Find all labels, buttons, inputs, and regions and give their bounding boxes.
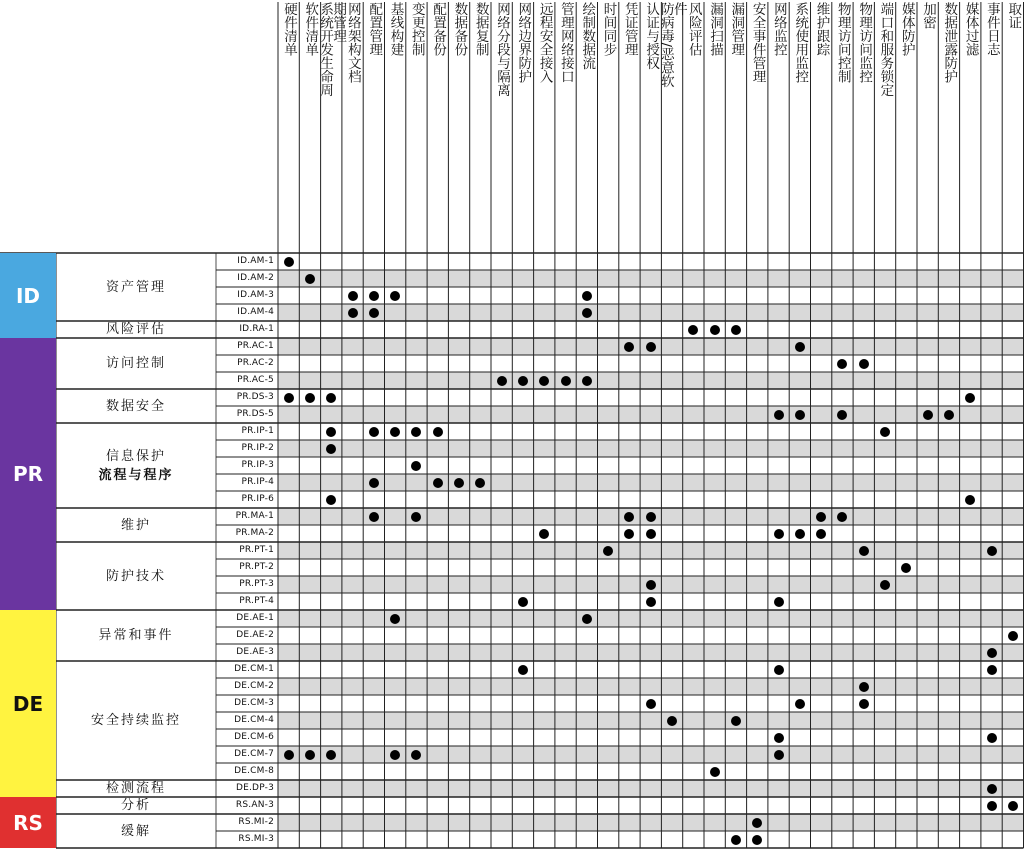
column-header xyxy=(896,2,917,252)
column-header xyxy=(342,2,363,252)
category-label xyxy=(56,253,216,321)
category-label-line: 安全持续监控 xyxy=(90,713,181,728)
mapping-dot xyxy=(624,342,634,352)
mapping-dot xyxy=(752,835,762,845)
column-header-text: 凭证管理 xyxy=(621,2,638,56)
subcategory-id: ID.RA-1 xyxy=(239,324,274,334)
mapping-dot xyxy=(582,376,592,386)
category-label xyxy=(56,542,216,610)
mapping-dot xyxy=(837,359,847,369)
category-label xyxy=(56,321,216,338)
column-header xyxy=(278,2,299,252)
subcategory-id: PR.PT-1 xyxy=(239,545,274,555)
mapping-dot xyxy=(369,427,379,437)
mapping-dot xyxy=(987,801,997,811)
column-header xyxy=(470,2,491,252)
mapping-dot xyxy=(646,529,656,539)
category-label-line: 资产管理 xyxy=(105,279,166,295)
column-header-text: 网络边界防护 xyxy=(515,2,532,83)
mapping-dot xyxy=(965,495,975,505)
category-label xyxy=(56,780,216,797)
mapping-dot xyxy=(710,325,720,335)
subcategory-id: PR.PT-2 xyxy=(239,562,274,572)
column-header-text: 硬件清单 xyxy=(281,2,297,56)
category-label xyxy=(56,610,216,661)
mapping-dot xyxy=(369,308,379,318)
mapping-dot xyxy=(390,291,400,301)
subcategory-id: RS.MI-3 xyxy=(238,834,274,844)
mapping-dot xyxy=(646,597,656,607)
column-header-text: 媒体防护 xyxy=(898,2,915,56)
mapping-dot xyxy=(411,750,421,760)
subcategory-id: ID.AM-3 xyxy=(237,290,274,300)
row-shade xyxy=(278,474,1024,491)
category-label xyxy=(56,508,216,542)
row-shade xyxy=(278,440,1024,457)
category-label-line: 访问控制 xyxy=(105,356,166,371)
subcategory-id: PR.IP-4 xyxy=(241,477,274,487)
subcategory-id: DE.AE-1 xyxy=(236,613,274,623)
mapping-dot xyxy=(411,427,421,437)
column-header-text: 配置管理 xyxy=(366,2,383,56)
mapping-dot xyxy=(774,597,784,607)
mapping-dot xyxy=(582,308,592,318)
row-shade xyxy=(278,780,1024,797)
column-header-text: 系统开发生命周 xyxy=(317,2,334,97)
mapping-dot xyxy=(774,529,784,539)
column-header-text: 认证与授权 xyxy=(643,2,660,70)
column-header-text: 物理访问控制 xyxy=(834,2,851,83)
subcategory-id: PR.PT-3 xyxy=(239,579,274,589)
column-header-text: 期管理 xyxy=(330,2,347,43)
mapping-dot xyxy=(667,716,677,726)
column-header xyxy=(853,2,874,252)
column-header-text: 网络分段与隔离 xyxy=(494,2,510,97)
mapping-dot xyxy=(433,427,443,437)
category-label-line: 分析 xyxy=(120,798,151,813)
column-header xyxy=(917,2,938,252)
mapping-dot xyxy=(348,308,358,318)
column-header xyxy=(619,2,640,252)
mapping-dot xyxy=(561,376,571,386)
subcategory-id: DE.AE-3 xyxy=(236,647,274,657)
row-shade xyxy=(278,678,1024,695)
mapping-dot xyxy=(901,563,911,573)
mapping-dot xyxy=(624,512,634,522)
column-header-text: 风险评估 xyxy=(685,2,702,56)
mapping-dot xyxy=(433,478,443,488)
mapping-dot xyxy=(582,291,592,301)
column-header-text: 物理访问监控 xyxy=(856,2,873,83)
category-label xyxy=(56,389,216,423)
mapping-dot xyxy=(859,546,869,556)
column-header-text: 管理网络接口 xyxy=(557,2,574,83)
mapping-dot xyxy=(390,427,400,437)
row-shade xyxy=(278,406,1024,423)
mapping-dot xyxy=(795,410,805,420)
mapping-dot xyxy=(284,750,294,760)
mapping-dot xyxy=(539,376,549,386)
mapping-dot xyxy=(305,393,315,403)
category-label xyxy=(56,797,216,814)
mapping-dot xyxy=(987,546,997,556)
column-header-text: 网络监控 xyxy=(770,2,787,56)
mapping-dot xyxy=(816,529,826,539)
mapping-dot xyxy=(710,767,720,777)
mapping-dot xyxy=(348,291,358,301)
function-band-id: ID xyxy=(0,253,56,338)
mapping-dot xyxy=(859,699,869,709)
mapping-dot xyxy=(688,325,698,335)
mapping-dot xyxy=(646,580,656,590)
column-header xyxy=(363,2,384,252)
column-header-text: 维护跟踪 xyxy=(813,2,830,56)
mapping-dot xyxy=(731,835,741,845)
column-header-text: 漏洞扫描 xyxy=(707,2,723,56)
mapping-dot xyxy=(816,512,826,522)
mapping-dot xyxy=(646,699,656,709)
mapping-dot xyxy=(454,478,464,488)
column-header-text: 漏洞管理 xyxy=(728,2,745,56)
column-header-text: 防病毒/恶意软 xyxy=(657,2,674,88)
mapping-dot xyxy=(518,665,528,675)
column-header xyxy=(555,2,576,252)
subcategory-id: DE.CM-3 xyxy=(234,698,274,708)
column-header-text: 网络架构文档 xyxy=(344,2,361,83)
row-shade xyxy=(278,372,1024,389)
column-header xyxy=(491,2,512,252)
subcategory-id: ID.AM-2 xyxy=(237,273,274,283)
mapping-dot xyxy=(369,291,379,301)
mapping-dot xyxy=(837,410,847,420)
function-band-pr: PR xyxy=(0,338,56,610)
column-header xyxy=(406,2,427,252)
mapping-dot xyxy=(944,410,954,420)
mapping-dot xyxy=(369,512,379,522)
column-header-text: 数据复制 xyxy=(472,2,489,56)
subcategory-id: PR.PT-4 xyxy=(239,596,274,606)
column-header-text: 系统使用监控 xyxy=(792,2,809,83)
mapping-dot xyxy=(795,699,805,709)
mapping-dot xyxy=(518,376,528,386)
column-header-text: 远程安全接入 xyxy=(536,2,553,83)
mapping-dot xyxy=(795,342,805,352)
subcategory-id: DE.CM-8 xyxy=(234,766,274,776)
category-label xyxy=(56,423,216,508)
mapping-dot xyxy=(326,750,336,760)
mapping-dot xyxy=(326,393,336,403)
mapping-dot xyxy=(582,614,592,624)
category-label-line: 数据安全 xyxy=(105,398,166,414)
column-header-text: 事件日志 xyxy=(983,2,1000,56)
mapping-dot xyxy=(987,665,997,675)
mapping-dot xyxy=(1008,631,1018,641)
mapping-dot xyxy=(390,614,400,624)
column-header-text: 数据备份 xyxy=(451,2,468,56)
subcategory-id: ID.AM-1 xyxy=(237,256,274,266)
column-header xyxy=(768,2,789,252)
subcategory-id: PR.MA-1 xyxy=(235,511,274,521)
mapping-dot xyxy=(987,733,997,743)
function-band-de: DE xyxy=(0,610,56,797)
mapping-dot xyxy=(774,733,784,743)
mapping-dot xyxy=(305,750,315,760)
category-label-line: 维护 xyxy=(120,517,151,533)
mapping-dot xyxy=(859,359,869,369)
row-shade xyxy=(278,542,1024,559)
mapping-dot xyxy=(624,529,634,539)
subcategory-id: DE.CM-2 xyxy=(234,681,274,691)
category-label-line: 信息保护 xyxy=(105,448,166,464)
mapping-dot xyxy=(859,682,869,692)
column-header xyxy=(512,2,533,252)
column-header-text: 软件清单 xyxy=(302,2,319,56)
mapping-dot xyxy=(326,444,336,454)
mapping-dot xyxy=(752,818,762,828)
subcategory-id: DE.CM-4 xyxy=(234,715,274,725)
column-header-text: 媒体过滤 xyxy=(962,2,979,56)
subcategory-id: PR.IP-3 xyxy=(241,460,274,470)
mapping-dot xyxy=(774,410,784,420)
subcategory-id: PR.IP-1 xyxy=(241,426,274,436)
subcategory-id: DE.AE-2 xyxy=(236,630,274,640)
subcategory-id: DE.CM-7 xyxy=(234,749,274,759)
mapping-dot xyxy=(646,342,656,352)
subcategory-id: DE.CM-1 xyxy=(234,664,274,674)
mapping-dot xyxy=(326,427,336,437)
mapping-dot xyxy=(987,784,997,794)
column-header-text: 绘制数据流 xyxy=(579,2,596,70)
mapping-dot xyxy=(284,393,294,403)
column-header-text: 加密 xyxy=(920,2,936,29)
column-header-text: 配置备份 xyxy=(430,2,447,56)
subcategory-id: RS.MI-2 xyxy=(238,817,274,827)
column-header-text: 时间同步 xyxy=(600,2,617,56)
mapping-dot xyxy=(965,393,975,403)
column-header-text: 取证 xyxy=(1005,2,1022,29)
subcategory-id: PR.DS-3 xyxy=(236,392,274,402)
column-header-text: 数据泄露防护 xyxy=(941,2,958,83)
column-header xyxy=(534,2,555,252)
column-header-text: 基线构建 xyxy=(387,2,404,56)
column-header xyxy=(448,2,469,252)
mapping-dot xyxy=(880,427,890,437)
subcategory-id: RS.AN-3 xyxy=(235,800,274,810)
mapping-dot xyxy=(880,580,890,590)
mapping-dot xyxy=(284,257,294,267)
category-label xyxy=(56,661,216,780)
category-label-line: 检测流程 xyxy=(105,781,166,796)
column-header xyxy=(960,2,981,252)
mapping-dot xyxy=(305,274,315,284)
column-header xyxy=(832,2,853,252)
column-header xyxy=(385,2,406,252)
subcategory-id: PR.MA-2 xyxy=(235,528,274,538)
mapping-dot xyxy=(497,376,507,386)
mapping-dot xyxy=(774,665,784,675)
column-header xyxy=(576,2,597,252)
subcategory-id: ID.AM-4 xyxy=(237,307,274,317)
mapping-dot xyxy=(837,512,847,522)
column-header xyxy=(938,2,959,252)
subcategory-id: PR.AC-1 xyxy=(237,341,274,351)
mapping-dot xyxy=(987,648,997,658)
subcategory-id: PR.AC-2 xyxy=(237,358,274,368)
row-shade xyxy=(278,644,1024,661)
mapping-dot xyxy=(475,478,485,488)
category-label-line: 防护技术 xyxy=(105,568,166,584)
mapping-dot xyxy=(1008,801,1018,811)
mapping-dot xyxy=(923,410,933,420)
column-header xyxy=(657,2,687,252)
function-band-rs: RS xyxy=(0,797,56,848)
category-label-line: 流程与程序 xyxy=(98,467,174,483)
column-header xyxy=(874,2,895,252)
mapping-dot xyxy=(646,512,656,522)
row-shade xyxy=(278,814,1024,831)
column-header xyxy=(1002,2,1023,252)
column-header xyxy=(747,2,768,252)
subcategory-id: PR.IP-6 xyxy=(241,494,274,504)
column-header-text: 变更控制 xyxy=(408,2,425,56)
category-label xyxy=(56,338,216,389)
column-header xyxy=(725,2,746,252)
column-header-text: 端口和服务锁定 xyxy=(877,2,894,97)
category-label-line: 风险评估 xyxy=(105,322,166,337)
mapping-dot xyxy=(411,512,421,522)
column-header xyxy=(981,2,1002,252)
category-label-line: 缓解 xyxy=(120,823,151,839)
mapping-dot xyxy=(731,716,741,726)
column-header xyxy=(811,2,832,252)
subcategory-id: PR.IP-2 xyxy=(241,443,274,453)
mapping-dot xyxy=(326,495,336,505)
category-label xyxy=(56,814,216,848)
mapping-dot xyxy=(731,325,741,335)
column-header-text: 安全事件管理 xyxy=(749,2,766,83)
row-shade xyxy=(278,304,1024,321)
row-shade xyxy=(278,270,1024,287)
subcategory-id: PR.DS-5 xyxy=(236,409,274,419)
column-header xyxy=(704,2,725,252)
column-header-text: 件 xyxy=(670,2,687,16)
category-label-line: 异常和事件 xyxy=(98,628,174,643)
subcategory-id: DE.CM-6 xyxy=(234,732,274,742)
subcategory-id: DE.DP-3 xyxy=(235,783,274,793)
column-header xyxy=(427,2,448,252)
mapping-dot xyxy=(774,750,784,760)
subcategory-id: PR.AC-5 xyxy=(237,375,274,385)
column-header xyxy=(598,2,619,252)
mapping-dot xyxy=(539,529,549,539)
column-header xyxy=(683,2,704,252)
mapping-dot xyxy=(518,597,528,607)
row-shade xyxy=(278,712,1024,729)
mapping-dot xyxy=(795,529,805,539)
mapping-dot xyxy=(369,478,379,488)
mapping-dot xyxy=(603,546,613,556)
mapping-dot xyxy=(411,461,421,471)
column-header xyxy=(789,2,810,252)
column-header xyxy=(317,2,347,252)
mapping-dot xyxy=(390,750,400,760)
